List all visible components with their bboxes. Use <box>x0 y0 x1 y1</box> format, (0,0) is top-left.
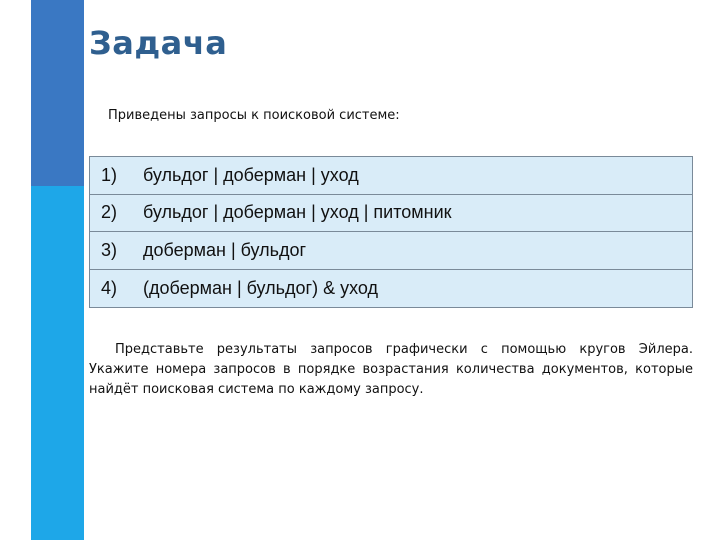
query-text: бульдог | доберман | уход <box>143 164 359 185</box>
side-decor-bar-light <box>31 186 84 540</box>
query-row-3 <box>90 232 692 270</box>
query-number: 2) <box>101 202 118 223</box>
side-decor-bar <box>31 0 84 540</box>
query-text: бульдог | доберман | уход | питомник <box>143 202 452 223</box>
slide-title: Задача <box>89 24 228 62</box>
query-text: (доберман | бульдог) & уход <box>143 277 379 298</box>
query-number: 4) <box>101 277 118 298</box>
queries-table <box>89 156 693 308</box>
query-text: доберман | бульдог <box>143 239 307 260</box>
intro-text: Приведены запросы к поисковой системе: <box>108 108 400 123</box>
side-decor-bar-dark <box>31 0 84 186</box>
query-row-1 <box>90 157 692 195</box>
query-number: 3) <box>101 239 118 260</box>
query-number: 1) <box>101 164 118 185</box>
query-row-2 <box>90 195 692 233</box>
query-row-4 <box>90 270 692 308</box>
task-text: Представьте результаты запросов графически с помощью кругов Эйлера. Укажите номера запросов в порядке возрастания количества документов, которые найдёт поисковая система по каждому запросу. <box>89 342 693 397</box>
